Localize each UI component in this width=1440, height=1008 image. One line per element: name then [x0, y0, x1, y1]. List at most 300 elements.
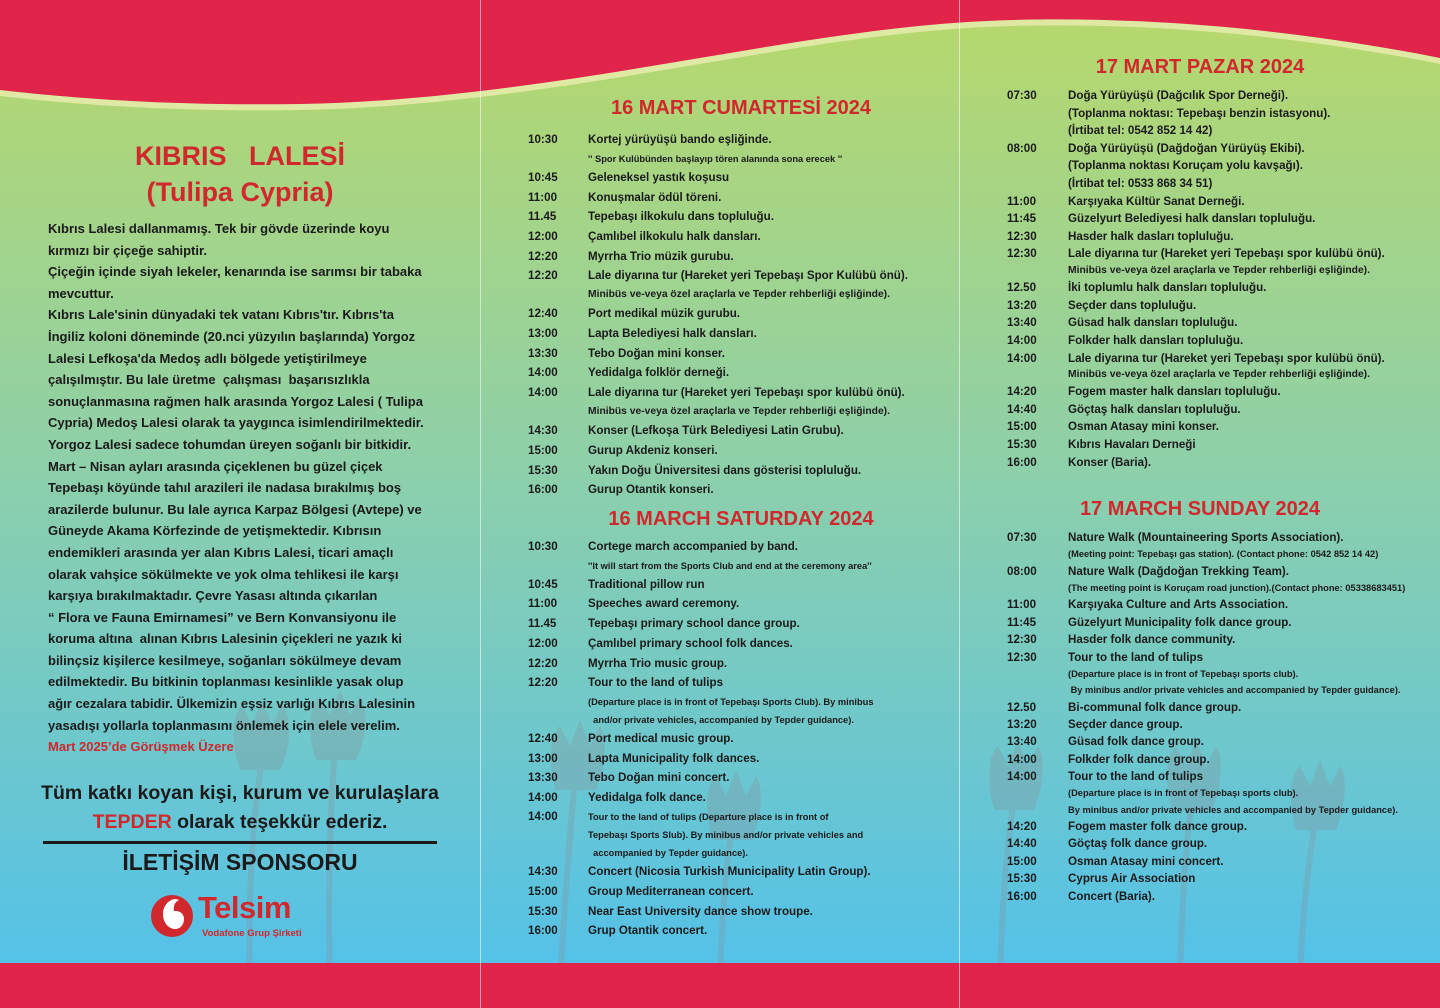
- description-line: bilinçsiz kişilerce kesilmeye, soğanları sökülmeye devam: [48, 652, 402, 668]
- schedule-row: [528, 207, 908, 227]
- schedule-row: [1007, 563, 1405, 580]
- schedule-event: Göçtaş halk dansları topluluğu.: [1068, 402, 1241, 416]
- schedule-row: [528, 882, 873, 902]
- schedule-event: Folkder folk dance group.: [1068, 752, 1210, 766]
- schedule-event: Karşıyaka Culture and Arts Association.: [1068, 598, 1289, 612]
- schedule-event: By minibus and/or private vehicles and accompanied by Tepder guidance).: [1068, 685, 1401, 696]
- schedule-row: [1007, 614, 1405, 631]
- schedule-row: [1007, 454, 1385, 472]
- schedule-event: ''It will start from the Sports Club and end at the ceremony area'': [588, 560, 872, 571]
- schedule-event: Bi-communal folk dance group.: [1068, 700, 1242, 714]
- schedule-event: Nature Walk (Dağdoğan Trekking Team).: [1068, 564, 1289, 578]
- schedule-time: 16:00: [528, 483, 558, 497]
- schedule-time: 12:40: [528, 732, 558, 746]
- schedule-time: 13:30: [528, 771, 558, 785]
- left-panel: [0, 0, 480, 1008]
- schedule-time: 10:45: [528, 170, 558, 184]
- schedule-time: 11:45: [1007, 615, 1037, 629]
- schedule-event: Lale diyarına tur (Hareket yeri Tepebaşı Spor Kulübü önü).: [588, 269, 908, 283]
- schedule-row: [528, 286, 908, 304]
- schedule-event: Yedidalga folk dance.: [588, 791, 706, 805]
- schedule-event: Speeches award ceremony.: [588, 597, 740, 611]
- schedule-row: [1007, 699, 1405, 716]
- schedule-event: Çamlıbel ilkokulu halk dansları.: [588, 230, 761, 244]
- schedule-event: Seçder dance group.: [1068, 717, 1183, 731]
- schedule-time: 12:30: [1007, 633, 1037, 647]
- schedule-time: 13:00: [528, 327, 558, 341]
- saturday-en-title: 16 MARCH SATURDAY 2024: [608, 508, 874, 530]
- schedule-time: 14:00: [1007, 351, 1037, 365]
- schedule-event: Güsad folk dance group.: [1068, 735, 1204, 749]
- schedule-event: and/or private vehicles, accompanied by Tepder guidance).: [588, 715, 854, 725]
- right-panel: [960, 0, 1440, 1008]
- schedule-row: [1007, 401, 1385, 419]
- schedule-time: 14:40: [1007, 402, 1037, 416]
- schedule-time: 13:00: [528, 751, 558, 765]
- schedule-row: [1007, 835, 1405, 852]
- schedule-event: Güzelyurt Municipality folk dance group.: [1068, 615, 1292, 629]
- saturday-en-schedule: [528, 537, 873, 941]
- schedule-row: [528, 363, 908, 383]
- schedule-row: [1007, 580, 1405, 596]
- schedule-time: 11.45: [528, 617, 557, 631]
- schedule-time: 15:00: [528, 443, 558, 457]
- schedule-event: Cyprus Air Association: [1068, 872, 1196, 886]
- description-line: Mart – Nisan ayları arasında çiçeklenen bu güzel çiçek: [48, 458, 383, 474]
- sponsor-heading: İLETİŞİM SPONSORU: [122, 849, 358, 875]
- schedule-row: [1007, 122, 1385, 140]
- title-line-2: (Tulipa Cypria): [146, 177, 334, 207]
- schedule-row: [1007, 332, 1385, 350]
- divider: [43, 841, 437, 844]
- schedule-row: [1007, 350, 1385, 368]
- schedule-row: [528, 130, 908, 150]
- schedule-time: 07:30: [1007, 531, 1037, 544]
- schedule-event: Tour to the land of tulips: [1068, 770, 1204, 784]
- schedule-row: [528, 247, 908, 267]
- schedule-event: (İrtibat tel: 0533 868 34 51): [1068, 176, 1213, 190]
- schedule-time: 13:20: [1007, 717, 1037, 731]
- schedule-event: (Toplanma noktası: Tepebaşı benzin istasyonu).: [1068, 106, 1331, 120]
- schedule-row: [1007, 105, 1385, 123]
- schedule-row: [528, 711, 873, 729]
- schedule-event: Lale diyarına tur (Hareket yeri Tepebaşı spor kulübü önü).: [1068, 351, 1385, 365]
- schedule-time: 11:00: [1007, 194, 1037, 208]
- schedule-row: [1007, 733, 1405, 750]
- vodafone-speechmark-icon: [150, 890, 194, 942]
- schedule-row: [1007, 210, 1385, 228]
- schedule-row: [528, 634, 873, 654]
- schedule-event: Göçtaş folk dance group.: [1068, 837, 1208, 851]
- schedule-time: 12:30: [1007, 247, 1037, 261]
- schedule-time: 14:00: [1007, 333, 1037, 347]
- schedule-row: [528, 403, 908, 421]
- schedule-row: [528, 575, 873, 595]
- description-line: çalışılmıştır. Bu lale üretme çalışması başarısızlıkla: [48, 372, 370, 388]
- schedule-time: 16:00: [1007, 455, 1037, 469]
- thanks-line-1: Tüm katkı koyan kişi, kurum ve kurulaşlara: [41, 782, 439, 804]
- description-line: sonuçlanmasına rağmen halk arasında Yorgoz Lalesi ( Tulipa: [48, 393, 423, 409]
- schedule-event: Yedidalga folklör derneği.: [588, 366, 730, 380]
- schedule-event: (Toplanma noktası Koruçam yolu kavşağı).: [1068, 159, 1303, 173]
- schedule-event: (İrtibat tel: 0542 852 14 42): [1068, 124, 1213, 138]
- description-line: Cypria) Medoş Lalesi olarak ta yaygınca isimlendirilmektedir.: [48, 415, 424, 431]
- schedule-event: Güzelyurt Belediyesi halk dansları topluluğu.: [1068, 212, 1316, 226]
- schedule-row: [1007, 682, 1405, 698]
- description-line: Kıbrıs Lalesi dallanmamış. Tek bir gövde üzerinde koyu: [48, 221, 390, 236]
- schedule-event: Group Mediterranean concert.: [588, 884, 754, 898]
- schedule-time: [1007, 785, 1068, 801]
- description-line: Tepebaşı köyünde tahıl arazileri ile nadasa bırakılmış boş: [48, 480, 402, 496]
- schedule-time: [528, 557, 588, 575]
- description-line: karşıya bırakılmaktadır. Çevre Yasası altında çıkarılan: [48, 588, 378, 604]
- sunday-tr-schedule: [1007, 87, 1385, 471]
- schedule-event: (Departure place is in front of Tepebaşı Sports Club). By minibus: [588, 696, 874, 707]
- schedule-row: [528, 654, 873, 674]
- schedule-event: Traditional pillow run: [588, 577, 705, 591]
- schedule-time: 15:30: [528, 463, 558, 477]
- schedule-row: [528, 324, 908, 344]
- schedule-time: 12:20: [528, 249, 558, 263]
- schedule-event: Nature Walk (Mountaineering Sports Association).: [1068, 531, 1344, 544]
- schedule-row: [1007, 818, 1405, 835]
- schedule-row: [528, 902, 873, 922]
- schedule-time: 13:30: [528, 346, 558, 360]
- schedule-event: Karşıyaka Kültür Sanat Derneği.: [1068, 194, 1245, 208]
- schedule-row: [1007, 785, 1405, 801]
- schedule-row: [528, 304, 908, 324]
- description-line: arazilerde bulunur. Bu lale ayrıca Karpaz Bölgesi (Avtepe) ve: [48, 501, 422, 517]
- schedule-event: Gurup Akdeniz konseri.: [588, 443, 718, 457]
- schedule-time: 12:20: [528, 676, 558, 690]
- description-line: mevcuttur.: [48, 285, 114, 301]
- schedule-time: [528, 150, 588, 168]
- schedule-time: 12.50: [1007, 281, 1037, 295]
- logo-subtitle: Vodafone Grup Şirketi: [202, 928, 302, 939]
- schedule-time: 12:30: [1007, 229, 1037, 243]
- tulip-title: [0, 138, 480, 210]
- schedule-event: Doğa Yürüyüşü (Dağdoğan Yürüyüş Ekibi).: [1068, 141, 1305, 155]
- schedule-event: Osman Atasay mini concert.: [1068, 854, 1224, 868]
- sunday-en-title: 17 MARCH SUNDAY 2024: [1079, 498, 1321, 520]
- schedule-row: [528, 729, 873, 749]
- schedule-time: [528, 693, 588, 711]
- sunday-en-schedule: [1007, 529, 1405, 905]
- schedule-time: [528, 826, 588, 844]
- schedule-row: [528, 673, 873, 693]
- schedule-row: [1007, 228, 1385, 246]
- schedule-row: [528, 614, 873, 634]
- schedule-event: Seçder dans topluluğu.: [1068, 298, 1197, 312]
- schedule-time: 13:40: [1007, 316, 1037, 330]
- schedule-event: Tepebaşı ilkokulu dans topluluğu.: [588, 210, 774, 224]
- schedule-event: Myrrha Trio müzik gurubu.: [588, 249, 734, 263]
- schedule-time: [1007, 105, 1068, 123]
- schedule-time: 10:30: [528, 540, 558, 553]
- schedule-event: Güsad halk dansları topluluğu.: [1068, 316, 1238, 330]
- sunday-tr-title: 17 MART PAZAR 2024: [1095, 56, 1305, 78]
- description-line: yasadışı yollarla toplanmasını önlemek için elele verelim.: [48, 717, 400, 733]
- schedule-time: 16:00: [528, 924, 558, 938]
- schedule-row: [528, 557, 873, 575]
- schedule-time: [1007, 367, 1068, 383]
- thanks-rest: olarak teşekkür ederiz.: [171, 811, 388, 833]
- schedule-event: By minibus and/or private vehicles and accompanied by Tepder guidance).: [1068, 804, 1398, 815]
- schedule-row: [528, 921, 873, 941]
- schedule-time: [528, 711, 588, 729]
- schedule-row: [1007, 546, 1405, 562]
- schedule-time: 14:30: [528, 865, 558, 879]
- schedule-row: [1007, 649, 1405, 666]
- schedule-row: [1007, 870, 1405, 887]
- description-line: Lalesi Lefkoşa'da Medoş adlı bölgede yetiştirilmeye: [48, 350, 367, 366]
- schedule-row: [1007, 367, 1385, 383]
- schedule-time: 12:00: [528, 636, 558, 650]
- schedule-row: [1007, 529, 1405, 546]
- schedule-row: [1007, 768, 1405, 785]
- schedule-row: [1007, 802, 1405, 818]
- schedule-row: [528, 441, 908, 461]
- schedule-time: 11.45: [528, 210, 557, 224]
- schedule-event: Doğa Yürüyüşü (Dağcılık Spor Derneği).: [1068, 89, 1289, 102]
- schedule-event: Çamlıbel primary school folk dances.: [588, 636, 793, 650]
- schedule-time: 11:00: [528, 190, 558, 204]
- schedule-event: Tepebaşı primary school dance group.: [588, 617, 800, 631]
- schedule-row: [528, 266, 908, 286]
- schedule-time: 15:00: [1007, 420, 1037, 434]
- schedule-row: [528, 788, 873, 808]
- schedule-event: Lale diyarına tur (Hareket yeri Tepebaşı spor kulübü önü).: [1068, 247, 1385, 261]
- schedule-event: (Departure place is in front of Tepebaşı sports club).: [1068, 788, 1299, 799]
- middle-panel: [481, 0, 959, 1008]
- schedule-event: accompanied by Tepder guidance).: [588, 848, 748, 859]
- schedule-event: Fogem master halk dansları topluluğu.: [1068, 385, 1281, 399]
- schedule-event: Cortege march accompanied by band.: [588, 540, 799, 553]
- schedule-time: 14:00: [1007, 770, 1037, 784]
- schedule-time: [1007, 122, 1068, 140]
- schedule-row: [1007, 314, 1385, 332]
- schedule-time: 12:30: [1007, 650, 1037, 664]
- description-line: Güneyde Akama Körfezinde de yetişmektedir. Kıbrısın: [48, 523, 382, 539]
- schedule-row: [528, 188, 908, 208]
- schedule-row: [528, 768, 873, 788]
- schedule-time: 14:00: [528, 809, 558, 823]
- schedule-row: [1007, 140, 1385, 158]
- saturday-tr-schedule: [528, 130, 908, 500]
- schedule-event: Tebo Doğan mini concert.: [588, 771, 730, 785]
- schedule-event: Lapta Municipality folk dances.: [588, 751, 760, 765]
- schedule-row: [528, 808, 873, 826]
- schedule-event: Tour to the land of tulips: [588, 676, 724, 690]
- schedule-time: 15:00: [528, 884, 558, 898]
- thanks-message: [0, 779, 480, 837]
- schedule-event: Folkder halk dansları topluluğu.: [1068, 333, 1244, 347]
- schedule-time: 14:00: [1007, 752, 1037, 766]
- schedule-event: Lapta Belediyesi halk dansları.: [588, 327, 757, 341]
- schedule-time: [1007, 175, 1068, 193]
- description-line: kırmızı bir çiçeğe sahiptir.: [48, 242, 207, 258]
- schedule-row: [528, 150, 908, 168]
- schedule-event: Minibüs ve-veya özel araçlarla ve Tepder rehberliği eşliğinde).: [1068, 369, 1370, 381]
- schedule-time: [528, 286, 588, 304]
- schedule-event: Yakın Doğu Üniversitesi dans gösterisi topluluğu.: [588, 463, 862, 477]
- schedule-time: [528, 844, 588, 862]
- schedule-time: 14:00: [528, 791, 558, 805]
- schedule-row: [1007, 596, 1405, 613]
- schedule-event: Konuşmalar ödül töreni.: [588, 190, 722, 204]
- schedule-row: [528, 480, 908, 500]
- description-line: endemikleri arasında yer alan Kıbrıs Lalesi, ticari amaçlı: [48, 544, 394, 560]
- schedule-row: [528, 844, 873, 862]
- schedule-row: [528, 537, 873, 557]
- schedule-event: Konser (Lefkoşa Türk Belediyesi Latin Grubu).: [588, 424, 844, 438]
- schedule-event: Tepebaşı Sports Slub). By minibus and/or private vehicles and: [588, 829, 864, 840]
- description-line: koruma altına alınan Kıbrıs Lalesinin çiçekleri ne yazık ki: [48, 631, 403, 647]
- schedule-row: [1007, 853, 1405, 870]
- schedule-event: Kıbrıs Havaları Derneği: [1068, 438, 1196, 452]
- schedule-time: 10:45: [528, 577, 558, 591]
- telsim-logo: [150, 888, 340, 944]
- schedule-time: [1007, 666, 1068, 682]
- schedule-event: Near East University dance show troupe.: [588, 904, 813, 918]
- schedule-time: 12:00: [528, 230, 558, 244]
- schedule-event: '' Spor Kulübünden başlayıp tören alanında sona erecek '': [588, 153, 843, 164]
- schedule-row: [1007, 279, 1385, 297]
- schedule-event: Gurup Otantik konseri.: [588, 483, 714, 497]
- schedule-event: Grup Otantik concert.: [588, 924, 708, 938]
- schedule-event: (Departure place is in front of Tepebaşı sports club).: [1068, 668, 1299, 679]
- schedule-event: Tour to the land of tulips: [1068, 650, 1204, 664]
- logo-name: Telsim: [198, 890, 291, 925]
- schedule-row: [1007, 383, 1385, 401]
- schedule-row: [1007, 418, 1385, 436]
- closing-note: Mart 2025’de Görüşmek Üzere: [48, 739, 234, 755]
- schedule-row: [1007, 297, 1385, 315]
- schedule-time: 13:40: [1007, 735, 1037, 749]
- schedule-time: 15:00: [1007, 854, 1037, 868]
- schedule-row: [1007, 436, 1385, 454]
- schedule-row: [528, 461, 908, 481]
- schedule-row: [528, 168, 908, 188]
- schedule-row: [528, 227, 908, 247]
- schedule-time: [1007, 157, 1068, 175]
- schedule-time: 08:00: [1007, 564, 1037, 578]
- schedule-time: 12:20: [528, 269, 558, 283]
- schedule-row: [1007, 751, 1405, 768]
- schedule-time: 14:20: [1007, 385, 1037, 399]
- schedule-event: Tebo Doğan mini konser.: [588, 346, 725, 360]
- saturday-tr-title: 16 MART CUMARTESİ 2024: [610, 97, 872, 119]
- schedule-event: Kortej yürüyüşü bando eşliğinde.: [588, 133, 772, 146]
- schedule-row: [1007, 888, 1405, 905]
- schedule-time: 14:20: [1007, 820, 1037, 834]
- schedule-time: 16:00: [1007, 889, 1037, 903]
- schedule-row: [528, 594, 873, 614]
- schedule-time: 14:40: [1007, 837, 1037, 851]
- schedule-event: Minibüs ve-veya özel araçlarla ve Tepder rehberliği eşliğinde).: [1068, 264, 1370, 276]
- schedule-time: [528, 403, 588, 421]
- schedule-event: Concert (Baria).: [1068, 889, 1155, 903]
- schedule-time: 12:40: [528, 307, 558, 321]
- schedule-event: Minibüs ve-veya özel araçlarla ve Tepder rehberliği eşliğinde).: [588, 289, 890, 301]
- description-line: “ Flora ve Fauna Emirnamesi” ve Bern Konvansiyonu ile: [48, 609, 397, 625]
- schedule-time: 11:00: [1007, 598, 1037, 612]
- schedule-time: [1007, 802, 1068, 818]
- schedule-time: 15:30: [528, 904, 558, 918]
- schedule-row: [528, 383, 908, 403]
- schedule-time: 12:20: [528, 656, 558, 670]
- schedule-event: Konser (Baria).: [1068, 455, 1152, 469]
- schedule-event: Geleneksel yastık koşusu: [588, 170, 730, 184]
- schedule-row: [1007, 245, 1385, 263]
- schedule-time: 11:45: [1007, 212, 1037, 226]
- schedule-event: Fogem master folk dance group.: [1068, 820, 1248, 834]
- schedule-row: [528, 344, 908, 364]
- schedule-event: Port medikal müzik gurubu.: [588, 307, 741, 321]
- schedule-event: Concert (Nicosia Turkish Municipality Latin Group).: [588, 865, 871, 879]
- schedule-time: 14:30: [528, 424, 558, 438]
- schedule-event: (The meeting point is Koruçam road junction).(Contact phone: 05338683451): [1068, 583, 1406, 594]
- schedule-time: 14:00: [528, 386, 558, 400]
- schedule-event: Hasder halk dasları topluluğu.: [1068, 229, 1234, 243]
- schedule-time: 08:00: [1007, 141, 1037, 155]
- schedule-row: [1007, 175, 1385, 193]
- schedule-row: [528, 421, 908, 441]
- schedule-time: [1007, 580, 1068, 596]
- tepder-name: TEPDER: [92, 811, 172, 833]
- description-line: Çiçeğin içinde siyah lekeler, kenarında ise sarımsı bir tabaka: [48, 264, 422, 280]
- schedule-row: [528, 826, 873, 844]
- schedule-event: Lale diyarına tur (Hareket yeri Tepebaşı spor kulübü önü).: [588, 386, 905, 400]
- thanks-line-2: [0, 808, 480, 837]
- schedule-row: [528, 862, 873, 882]
- description-line: olarak vahşice sökülmekte ve yok olma tehlikesi ile karşı: [48, 566, 399, 582]
- schedule-row: [528, 749, 873, 769]
- schedule-event: Myrrha Trio music group.: [588, 656, 728, 670]
- schedule-row: [1007, 157, 1385, 175]
- schedule-row: [1007, 716, 1405, 733]
- description-line: Kıbrıs Lale'sinin dünyadaki tek vatanı Kıbrıs'tır. Kıbrıs'ta: [48, 307, 394, 323]
- schedule-row: [1007, 87, 1385, 105]
- description-line: ağır cezalara tabidir. Ülkemizin eşsiz varlığı Kıbrıs Lalesinin: [48, 696, 416, 712]
- schedule-time: [1007, 546, 1068, 562]
- schedule-time: 13:20: [1007, 298, 1037, 312]
- schedule-row: [1007, 263, 1385, 279]
- schedule-event: Hasder folk dance community.: [1068, 633, 1236, 647]
- schedule-time: 15:30: [1007, 872, 1037, 886]
- schedule-event: (Meeting point: Tepebaşı gas station). (Contact phone: 0542 852 14 42): [1068, 549, 1379, 560]
- schedule-row: [1007, 666, 1405, 682]
- schedule-row: [528, 693, 873, 711]
- description-line: edilmektedir. Bu bitkinin toplanması kesinlikle yasak olup: [48, 674, 404, 690]
- tulip-description: [48, 218, 438, 758]
- schedule-event: Tour to the land of tulips (Departure place is in front of: [588, 811, 829, 822]
- schedule-time: [1007, 263, 1068, 279]
- schedule-time: 14:00: [528, 366, 558, 380]
- schedule-time: [1007, 682, 1068, 698]
- schedule-time: 10:30: [528, 133, 558, 146]
- schedule-event: Minibüs ve-veya özel araçlarla ve Tepder rehberliği eşliğinde).: [588, 405, 890, 417]
- description-line: İngiliz koloni döneminde (20.nci yüzyılın başlarında) Yorgoz: [48, 328, 416, 344]
- schedule-event: Port medical music group.: [588, 732, 734, 746]
- schedule-row: [1007, 193, 1385, 211]
- schedule-time: 07:30: [1007, 89, 1037, 102]
- schedule-event: İki toplumlu halk dansları topluluğu.: [1068, 281, 1267, 295]
- title-line-1: KIBRIS LALESİ: [134, 141, 345, 171]
- schedule-time: 15:30: [1007, 438, 1037, 452]
- schedule-time: 11:00: [528, 597, 558, 611]
- schedule-time: 12.50: [1007, 700, 1037, 714]
